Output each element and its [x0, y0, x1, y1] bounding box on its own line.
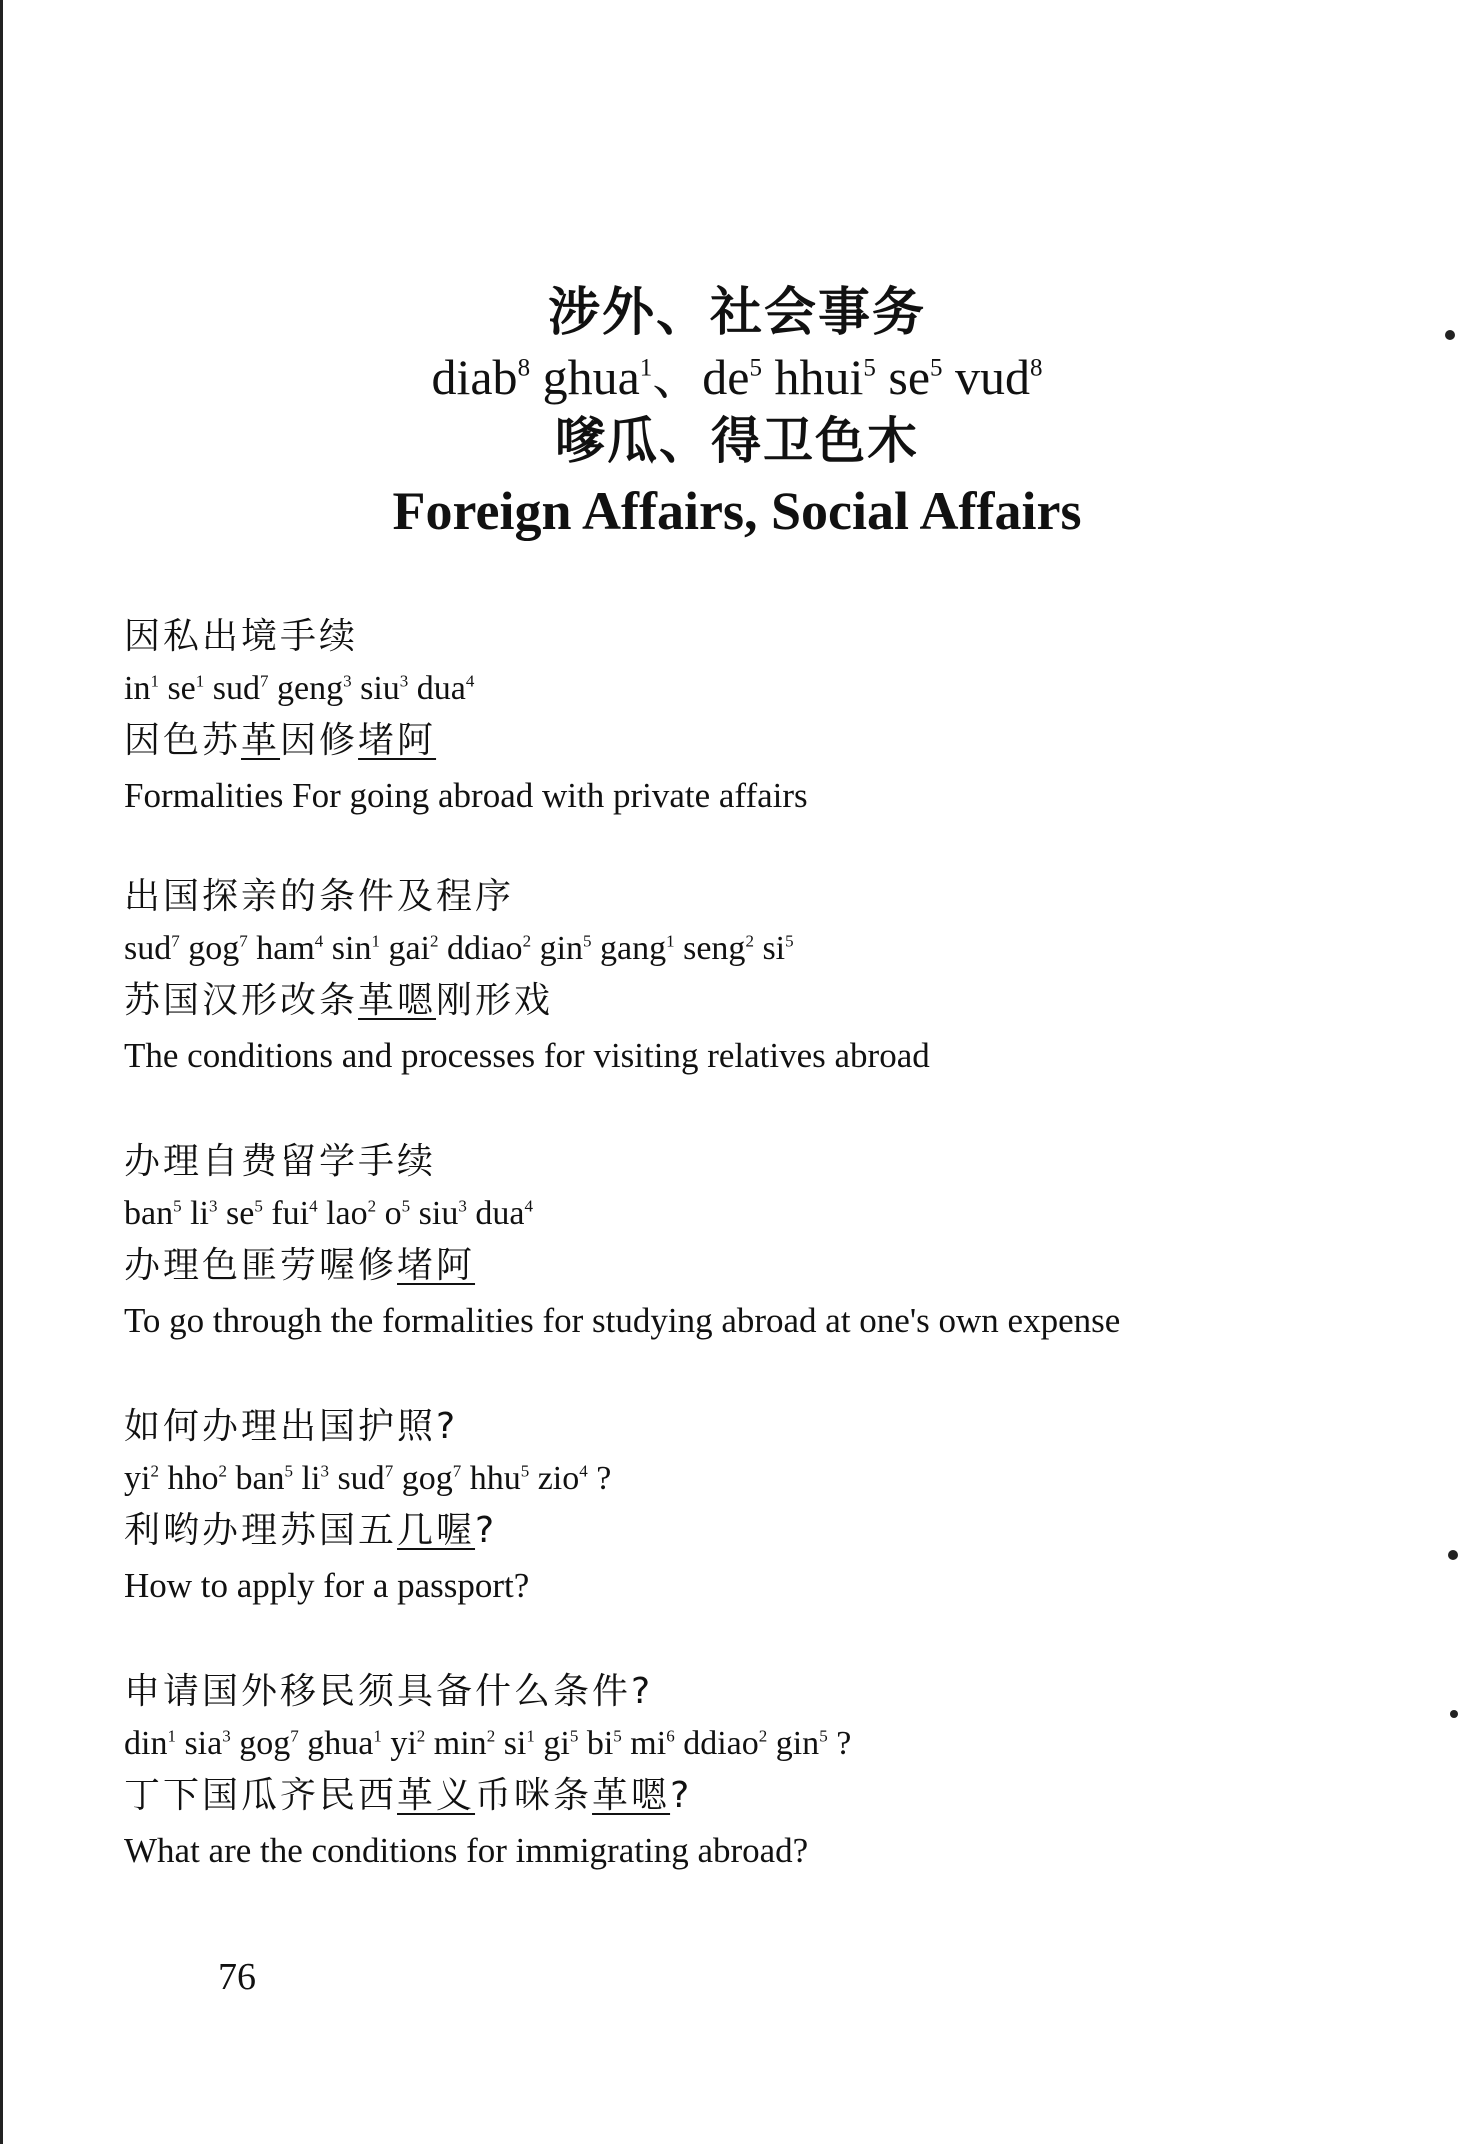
tone-number: 2: [150, 1461, 159, 1481]
pinyin-syllable: siu$^3$: [418, 1195, 467, 1232]
section-header: [0, 280, 1474, 548]
tone-number: 5: [520, 1461, 530, 1481]
phrase-entry: [124, 1665, 1374, 1879]
pinyin-syllable: ghua$^1$: [307, 1725, 382, 1762]
tone-number: 5: [863, 354, 876, 382]
pinyin-syllable: gog$^7$: [239, 1725, 299, 1762]
dialect-segment: 币咪条: [475, 1775, 593, 1816]
tone-number: 7: [290, 1726, 299, 1746]
dialect-segment: 丁下国瓜齐民西: [124, 1775, 398, 1816]
dialect-underlined-segment: 堵阿: [397, 1245, 476, 1286]
pinyin-syllable: gang$^1$: [600, 930, 675, 967]
pinyin-syllable: $bi^5$: [586, 1725, 622, 1762]
pinyin-syllable: ddiao$^2$: [683, 1725, 768, 1762]
section-title-english: Foreign Affairs, Social Affairs: [392, 481, 1082, 541]
tone-number: 2: [416, 1726, 426, 1746]
phrase-pinyin: [124, 924, 1374, 974]
pinyin-syllable: $si^5$: [762, 930, 794, 967]
phrase-entry: [124, 1400, 1374, 1614]
tone-number: 1: [373, 1726, 382, 1746]
dialect-segment: 苏国汉形改条: [124, 980, 359, 1021]
phrase-pinyin: [124, 1719, 1374, 1769]
pinyin-syllable: ?: [596, 1460, 612, 1497]
tone-number: 2: [218, 1461, 227, 1481]
page-number: 76: [218, 1956, 256, 1998]
dialect-underlined-segment: 堵阿: [358, 720, 437, 761]
phrase-chinese: 出国探亲的条件及程序: [124, 876, 515, 917]
dialect-underlined-segment: 革: [241, 720, 281, 761]
pinyin-syllable: lao$^2$: [326, 1195, 377, 1232]
tone-number: 7: [171, 931, 180, 951]
phrase-dialect: [124, 1504, 1374, 1558]
tone-number: 3: [209, 1196, 218, 1216]
scan-speck: [1448, 1550, 1458, 1560]
pinyin-syllable: zio$^4$: [537, 1460, 588, 1497]
phrase-chinese: 如何办理出国护照?: [124, 1406, 459, 1447]
tone-number: 1: [167, 1726, 176, 1746]
pinyin-syllable: vud$^8$: [955, 349, 1043, 405]
tone-number: 4: [524, 1196, 533, 1216]
pinyin-syllable: $yi^2$: [390, 1725, 426, 1762]
phrase-english: Formalities For going abroad with private affairs: [124, 776, 808, 815]
tone-number: 3: [458, 1196, 467, 1216]
phrase-dialect: [124, 974, 1374, 1028]
dialect-segment: ?: [475, 1510, 498, 1551]
tone-number: 3: [320, 1461, 329, 1481]
pinyin-syllable: $\min^2$: [433, 1725, 496, 1762]
tone-number: 5: [749, 354, 762, 382]
phrase-entry: [124, 1135, 1374, 1349]
pinyin-syllable: ban$^5$: [235, 1460, 294, 1497]
tone-number: 7: [452, 1461, 462, 1481]
pinyin-syllable: diab$^8$: [431, 349, 531, 405]
pinyin-syllable: $se^1$: [167, 670, 205, 707]
pinyin-syllable: ban$^5$: [124, 1195, 182, 1232]
pinyin-syllable: sud$^7$: [124, 930, 180, 967]
dialect-segment: 刚形戏: [436, 980, 554, 1021]
pinyin-syllable: fui$^4$: [271, 1195, 318, 1232]
tone-number: 1: [371, 931, 380, 951]
dialect-segment: ?: [670, 1775, 693, 1816]
tone-number: 5: [819, 1726, 828, 1746]
phrase-dialect: [124, 1239, 1374, 1293]
pinyin-syllable: dua$^4$: [475, 1195, 533, 1232]
pinyin-syllable: seng$^2$: [683, 930, 754, 967]
pinyin-syllable: gin$^5$: [539, 930, 592, 967]
pinyin-syllable: gin$^5$: [775, 1725, 828, 1762]
pinyin-syllable: hhui$^5$: [774, 349, 876, 405]
phrase-pinyin: [124, 664, 1374, 714]
scan-speck: [1445, 330, 1455, 340]
pinyin-syllable: $\sin^1$: [331, 930, 380, 967]
tone-number: 3: [222, 1726, 231, 1746]
scan-speck: [1450, 1710, 1458, 1718]
tone-number: 2: [522, 931, 532, 951]
pinyin-syllable: $se^5$: [226, 1195, 263, 1232]
pinyin-syllable: ham$^4$: [256, 930, 324, 967]
phrase-dialect: [124, 714, 1374, 768]
tone-number: 3: [343, 671, 352, 691]
tone-number: 4: [314, 931, 324, 951]
tone-number: 5: [613, 1726, 622, 1746]
tone-number: 5: [785, 931, 794, 951]
dialect-segment: 因色苏: [124, 720, 242, 761]
pinyin-syllable: ghua$^1$: [542, 349, 653, 405]
tone-number: 4: [579, 1461, 588, 1481]
pinyin-syllable: gog$^7$: [188, 930, 248, 967]
phrase-english: What are the conditions for immigrating abroad?: [124, 1831, 809, 1870]
tone-number: 5: [401, 1196, 411, 1216]
tone-number: 1: [150, 671, 159, 691]
pinyin-syllable: sud$^7$: [212, 670, 269, 707]
dialect-underlined-segment: 革嗯: [592, 1775, 671, 1816]
dialect-underlined-segment: 几喔: [397, 1510, 476, 1551]
tone-number: 7: [384, 1461, 394, 1481]
phrase-pinyin: [124, 1189, 1374, 1239]
tone-number: 1: [666, 931, 675, 951]
pinyin-syllable: ?: [836, 1725, 852, 1762]
phrase-english: How to apply for a passport?: [124, 1566, 530, 1605]
pinyin-syllable: $si^1$: [503, 1725, 535, 1762]
tone-number: 5: [583, 931, 592, 951]
section-title-chinese: 涉外、社会事务: [547, 283, 926, 343]
tone-number: 5: [173, 1196, 182, 1216]
tone-number: 1: [195, 671, 205, 691]
pinyin-syllable: $li^3$: [301, 1460, 329, 1497]
dialect-underlined-segment: 革嗯: [358, 980, 437, 1021]
pinyin-syllable: $o^5$: [384, 1195, 411, 1232]
pinyin-syllable: $mi^6$: [630, 1725, 675, 1762]
phrase-entry: [124, 610, 1374, 824]
pinyin-syllable: sia$^3$: [184, 1725, 231, 1762]
pinyin-syllable: hhu$^5$: [469, 1460, 530, 1497]
pinyin-syllable: dua$^4$: [416, 670, 475, 707]
pinyin-syllable: $gi^5$: [543, 1725, 579, 1762]
pinyin-syllable: gai$^2$: [388, 930, 439, 967]
phrase-chinese: 办理自费留学手续: [124, 1141, 437, 1182]
tone-number: 7: [260, 671, 269, 691]
pinyin-syllable: geng$^3$: [277, 670, 352, 707]
pinyin-syllable: sud$^7$: [337, 1460, 394, 1497]
dialect-underlined-segment: 革义: [397, 1775, 476, 1816]
tone-number: 2: [430, 931, 439, 951]
tone-number: 8: [517, 354, 531, 382]
dialect-segment: 利哟办理苏国五: [124, 1510, 398, 1551]
phrase-dialect: [124, 1769, 1374, 1823]
tone-number: 5: [284, 1461, 294, 1481]
dialect-segment: 办理色匪劳喔修: [124, 1245, 398, 1286]
tone-number: 1: [526, 1726, 535, 1746]
tone-number: 2: [758, 1726, 768, 1746]
tone-number: 2: [745, 931, 754, 951]
pinyin-syllable: din$^1$: [124, 1725, 176, 1762]
phrase-chinese: 因私出境手续: [124, 616, 359, 657]
pinyin-syllable: ddiao$^2$: [447, 930, 532, 967]
pinyin-syllable: 、$de^5$: [652, 349, 762, 405]
tone-number: 8: [1030, 354, 1043, 382]
pinyin-syllable: siu$^3$: [360, 670, 409, 707]
dialect-segment: 因修: [280, 720, 359, 761]
phrase-entry: [124, 870, 1374, 1084]
tone-number: 2: [367, 1196, 377, 1216]
tone-number: 6: [666, 1726, 675, 1746]
tone-number: 3: [399, 671, 409, 691]
pinyin-syllable: hho$^2$: [167, 1460, 227, 1497]
pinyin-syllable: $li^3$: [190, 1195, 218, 1232]
tone-number: 5: [254, 1196, 263, 1216]
section-title-pinyin: [0, 346, 1474, 408]
pinyin-syllable: $se^5$: [888, 349, 943, 405]
section-title-dialect: 嗲瓜、得卫色木: [555, 412, 919, 470]
tone-number: 4: [465, 671, 475, 691]
phrase-chinese: 申请国外移民须具备什么条件?: [124, 1671, 654, 1712]
pinyin-syllable: $yi^2$: [124, 1460, 159, 1497]
tone-number: 5: [569, 1726, 579, 1746]
phrase-english: The conditions and processes for visiting relatives abroad: [124, 1036, 930, 1075]
tone-number: 5: [930, 354, 943, 382]
pinyin-syllable: gog$^7$: [401, 1460, 462, 1497]
tone-number: 1: [639, 354, 653, 382]
phrase-english: To go through the formalities for studying abroad at one's own expense: [124, 1301, 1121, 1340]
tone-number: 7: [239, 931, 248, 951]
phrase-pinyin: [124, 1454, 1374, 1504]
tone-number: 2: [486, 1726, 496, 1746]
tone-number: 4: [309, 1196, 318, 1216]
pinyin-syllable: $in^1$: [124, 670, 159, 707]
